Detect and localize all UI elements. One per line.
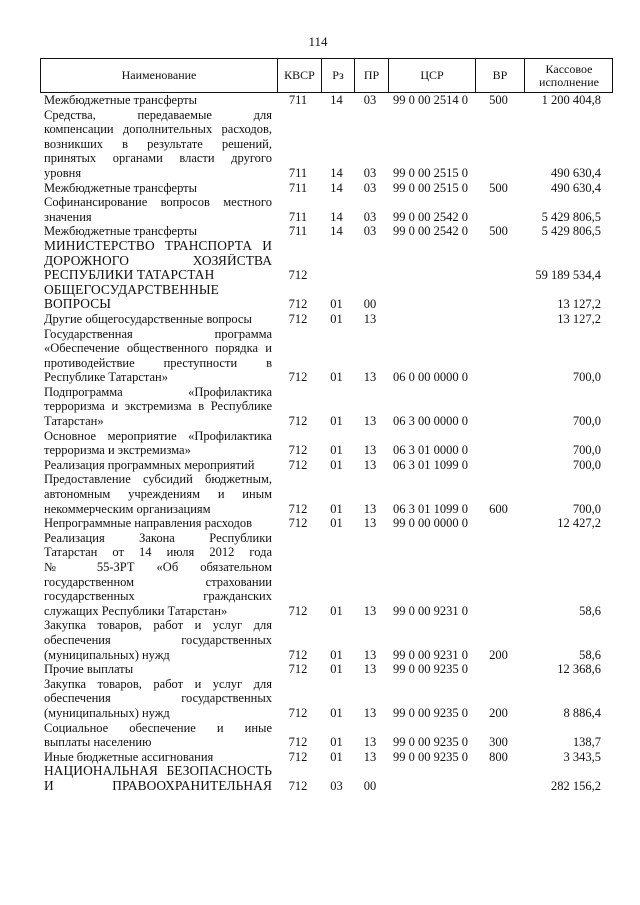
cell-rz: 01 [330, 311, 343, 326]
row-name-line: (муниципальных) нужд [44, 647, 170, 662]
cell-rz: 01 [330, 749, 343, 764]
cell-pr: 03 [363, 209, 377, 224]
row-name-line: Татарстан» [44, 414, 104, 429]
row-name [40, 108, 276, 181]
cell-csr: 99 0 00 0000 0 [393, 516, 468, 531]
cell-vr: 500 [489, 224, 508, 239]
cell-amount: 59 189 534,4 [535, 268, 601, 283]
row-name-line: Непрограммные направления расходов [44, 516, 252, 531]
row-name-line: Межбюджетные трансферты [44, 180, 198, 195]
row-name-line: выплаты населению [44, 735, 152, 750]
row-name-line: ВОПРОСЫ [44, 297, 112, 312]
cell-pr: 13 [363, 705, 377, 720]
table-row [40, 458, 613, 473]
cell-pr [353, 268, 387, 283]
cell-vr [474, 312, 523, 327]
cell-pr: 13 [363, 443, 377, 458]
row-name-line: обеспечения государственных [44, 691, 272, 706]
table-row [40, 618, 613, 662]
table-row [40, 108, 613, 181]
cell-kvsr: 712 [288, 778, 308, 793]
cell-csr [387, 297, 474, 312]
cell-rz: 14 [330, 165, 343, 180]
cell-pr: 03 [363, 224, 377, 239]
header-pr-label: ПР [363, 68, 380, 82]
table-row [40, 750, 613, 765]
cell-amount: 138,7 [572, 735, 601, 750]
header-amount-line1: Кассовое [545, 61, 593, 76]
cell-kvsr: 711 [288, 165, 308, 180]
row-name-line: Закупка товаров, работ и услуг для [44, 618, 272, 633]
cell-kvsr: 712 [288, 268, 308, 283]
row-name-line: Прочие выплаты [44, 662, 134, 677]
table-row [40, 195, 613, 224]
cell-kvsr: 712 [288, 311, 308, 326]
page-number: 114 [308, 34, 328, 49]
table-row [40, 764, 613, 793]
cell-vr: 500 [489, 93, 508, 107]
table-row [40, 385, 613, 429]
row-name [40, 677, 276, 721]
row-name-line: МИНИСТЕРСТВО ТРАНСПОРТА И [44, 238, 272, 253]
row-name-line: Подпрограмма «Профилактика [44, 384, 272, 399]
row-name [40, 327, 276, 385]
row-name-line: Другие общегосударственные вопросы [44, 311, 252, 326]
row-name [40, 458, 276, 473]
cell-rz: 01 [330, 603, 343, 618]
row-name-line: И ПРАВООХРАНИТЕЛЬНАЯ [44, 778, 272, 793]
table-row [40, 239, 613, 283]
row-name [40, 239, 276, 283]
cell-amount: 58,6 [579, 603, 601, 618]
row-name-line: государственных гражданских [44, 589, 272, 604]
row-name-line: значения [44, 209, 92, 224]
row-name-line: Государственная программа [44, 326, 272, 341]
cell-vr [474, 779, 523, 794]
row-name-line: терроризма и экстремизма» [44, 443, 191, 458]
row-name-line: Реализация программных мероприятий [44, 457, 255, 472]
cell-csr: 06 3 01 0000 0 [393, 443, 468, 458]
cell-rz: 01 [330, 443, 343, 458]
header-kvsr [277, 59, 321, 92]
cell-vr [474, 166, 523, 181]
cell-csr [387, 312, 474, 327]
cell-kvsr: 712 [288, 370, 308, 385]
header-kvsr-label: КВСР [284, 68, 315, 82]
cell-pr: 13 [363, 749, 377, 764]
cell-kvsr: 712 [288, 647, 308, 662]
row-name-line: (муниципальных) нужд [44, 705, 170, 720]
cell-rz: 01 [330, 414, 343, 429]
cell-amount: 282 156,2 [551, 778, 601, 793]
cell-csr: 06 3 01 1099 0 [393, 457, 468, 472]
row-name [40, 93, 276, 108]
cell-vr [474, 604, 523, 619]
cell-csr: 06 0 00 0000 0 [393, 370, 468, 385]
row-name-line: Татарстан от 14 июля 2012 года [44, 545, 272, 560]
table-row [40, 662, 613, 677]
cell-amount: 12 368,6 [557, 662, 601, 677]
row-name [40, 283, 276, 312]
row-name [40, 750, 276, 765]
header-rz-label: Рз [332, 68, 344, 82]
cell-vr [474, 443, 523, 458]
row-name-line: Предоставление субсидий бюджетным, [44, 472, 272, 487]
cell-csr: 99 0 00 2542 0 [393, 209, 468, 224]
table-row [40, 224, 613, 239]
cell-vr [474, 516, 523, 531]
cell-vr: 200 [489, 647, 508, 662]
cell-kvsr: 712 [288, 705, 308, 720]
cell-csr: 06 3 01 1099 0 [393, 501, 468, 516]
row-name-line: Межбюджетные трансферты [44, 93, 198, 107]
cell-rz: 01 [330, 705, 343, 720]
cell-rz [320, 268, 353, 283]
cell-rz: 01 [330, 516, 343, 531]
cell-pr: 13 [363, 735, 377, 750]
row-name-line: возникших в результате решений, [44, 136, 272, 151]
cell-pr: 03 [363, 180, 377, 195]
cell-pr: 03 [363, 165, 377, 180]
cell-kvsr: 712 [288, 457, 308, 472]
cell-rz: 01 [330, 501, 343, 516]
cell-kvsr: 712 [288, 662, 308, 677]
table-row [40, 677, 613, 721]
cell-kvsr: 711 [288, 224, 308, 239]
cell-csr: 06 3 00 0000 0 [393, 414, 468, 429]
table-row [40, 312, 613, 327]
table-row [40, 516, 613, 531]
row-name [40, 472, 276, 516]
cell-amount: 3 343,5 [563, 749, 601, 764]
table-row [40, 93, 613, 108]
table-row [40, 472, 613, 516]
cell-amount: 1 200 404,8 [541, 93, 601, 107]
cell-kvsr: 712 [288, 603, 308, 618]
row-name-line: государственном страховании [44, 574, 272, 589]
header-vr-label: ВР [492, 68, 508, 82]
row-name-line: Межбюджетные трансферты [44, 224, 198, 239]
cell-amount: 13 127,2 [557, 311, 601, 326]
row-name-line: компенсации дополнительных расходов, [44, 122, 272, 137]
row-name-line: ОБЩЕГОСУДАРСТВЕННЫЕ [44, 282, 219, 297]
header-csr [388, 59, 475, 92]
cell-csr: 99 0 00 9235 0 [393, 662, 468, 677]
table-body [40, 93, 613, 794]
row-name [40, 764, 276, 793]
cell-rz: 01 [330, 647, 343, 662]
cell-kvsr: 711 [288, 93, 308, 107]
cell-csr: 99 0 00 2515 0 [393, 165, 468, 180]
cell-rz: 01 [330, 370, 343, 385]
cell-csr: 99 0 00 2542 0 [393, 224, 468, 239]
cell-pr: 13 [363, 516, 377, 531]
cell-csr: 99 0 00 2515 0 [393, 180, 468, 195]
table-header [40, 58, 613, 93]
header-name-label: Наименование [121, 68, 197, 82]
cell-rz: 03 [330, 778, 343, 793]
cell-amount: 5 429 806,5 [541, 209, 601, 224]
cell-amount: 12 427,2 [557, 516, 601, 531]
row-name [40, 531, 276, 619]
cell-kvsr: 712 [288, 297, 308, 312]
row-name [40, 181, 276, 196]
table-row [40, 429, 613, 458]
cell-kvsr: 712 [288, 749, 308, 764]
cell-amount: 700,0 [572, 414, 601, 429]
row-name-line: терроризма и экстремизма в Республике [44, 399, 272, 414]
cell-rz: 14 [330, 209, 343, 224]
header-amount [524, 59, 613, 92]
cell-amount: 490 630,4 [551, 180, 601, 195]
cell-vr: 600 [489, 501, 508, 516]
cell-csr [387, 268, 474, 283]
cell-csr: 99 0 00 9231 0 [393, 603, 468, 618]
cell-kvsr: 711 [288, 209, 308, 224]
cell-vr [474, 662, 523, 677]
cell-pr: 13 [363, 414, 377, 429]
cell-pr: 03 [363, 93, 377, 107]
cell-vr [474, 458, 523, 473]
cell-pr: 13 [363, 311, 377, 326]
row-name-line: противодействие преступности в [44, 355, 272, 370]
cell-amount: 8 886,4 [563, 705, 601, 720]
cell-vr: 200 [489, 705, 508, 720]
cell-vr [474, 414, 523, 429]
table-row [40, 283, 613, 312]
cell-rz: 01 [330, 457, 343, 472]
cell-rz: 01 [330, 297, 343, 312]
cell-rz: 14 [330, 180, 343, 195]
row-name [40, 312, 276, 327]
cell-vr [474, 297, 523, 312]
cell-amount: 700,0 [572, 457, 601, 472]
row-name-line: обеспечения государственных [44, 632, 272, 647]
cell-csr: 99 0 00 9235 0 [393, 705, 468, 720]
row-name-line: Софинансирование вопросов местного [44, 195, 272, 210]
cell-vr [474, 370, 523, 385]
cell-pr: 13 [363, 603, 377, 618]
table-row [40, 721, 613, 750]
cell-kvsr: 712 [288, 501, 308, 516]
row-name [40, 721, 276, 750]
table-row [40, 531, 613, 619]
cell-vr [474, 210, 523, 225]
cell-csr [387, 779, 474, 794]
cell-vr [474, 268, 523, 283]
cell-amount: 490 630,4 [551, 165, 601, 180]
cell-kvsr: 712 [288, 414, 308, 429]
row-name [40, 224, 276, 239]
cell-rz: 14 [330, 224, 343, 239]
cell-csr: 99 0 00 9235 0 [393, 749, 468, 764]
row-name-line: «Обеспечение общественного порядка и [44, 341, 272, 356]
header-csr-label: ЦСР [420, 68, 444, 82]
row-name-line: принятых органами власти другого [44, 151, 272, 166]
header-amount-line2: исполнение [539, 74, 599, 89]
row-name-line: уровня [44, 165, 82, 180]
row-name-line: Закупка товаров, работ и услуг для [44, 676, 272, 691]
row-name-line: Республике Татарстан» [44, 370, 168, 385]
cell-amount: 13 127,2 [557, 297, 601, 312]
cell-pr: 13 [363, 647, 377, 662]
row-name [40, 429, 276, 458]
cell-csr: 99 0 00 9231 0 [393, 647, 468, 662]
cell-amount: 700,0 [572, 443, 601, 458]
cell-kvsr: 712 [288, 516, 308, 531]
header-rz [321, 59, 354, 92]
cell-csr: 99 0 00 9235 0 [393, 735, 468, 750]
row-name-line: НАЦИОНАЛЬНАЯ БЕЗОПАСНОСТЬ [44, 764, 272, 779]
row-name-line: Иные бюджетные ассигнования [44, 749, 214, 764]
row-name [40, 385, 276, 429]
cell-rz: 01 [330, 662, 343, 677]
cell-vr: 500 [489, 180, 508, 195]
cell-rz: 14 [330, 93, 343, 107]
cell-pr: 13 [363, 457, 377, 472]
table-row [40, 327, 613, 385]
header-vr [475, 59, 524, 92]
row-name-line: Реализация Закона Республики [44, 530, 272, 545]
row-name [40, 195, 276, 224]
cell-amount: 700,0 [572, 370, 601, 385]
row-name-line: Социальное обеспечение и иные [44, 720, 272, 735]
cell-kvsr: 712 [288, 443, 308, 458]
cell-kvsr: 711 [288, 180, 308, 195]
cell-vr: 300 [489, 735, 508, 750]
cell-csr: 99 0 00 2514 0 [393, 93, 468, 107]
cell-amount: 5 429 806,5 [541, 224, 601, 239]
row-name [40, 662, 276, 677]
cell-pr: 13 [363, 370, 377, 385]
row-name-line: РЕСПУБЛИКИ ТАТАРСТАН [44, 268, 215, 283]
row-name [40, 618, 276, 662]
row-name-line: № 55-ЗРТ «Об обязательном [44, 560, 272, 574]
cell-pr: 00 [363, 297, 377, 312]
header-name [41, 59, 277, 92]
header-pr [354, 59, 388, 92]
table-row [40, 181, 613, 196]
cell-pr: 13 [363, 662, 377, 677]
cell-rz: 01 [330, 735, 343, 750]
row-name-line: Средства, передаваемые для [44, 107, 272, 122]
cell-pr: 13 [363, 501, 377, 516]
row-name-line: некоммерческим организациям [44, 501, 211, 516]
row-name-line: Основное мероприятие «Профилактика [44, 428, 272, 443]
cell-amount: 700,0 [572, 501, 601, 516]
cell-vr: 800 [489, 749, 508, 764]
row-name-line: ДОРОЖНОГО ХОЗЯЙСТВА [44, 253, 272, 268]
row-name-line: служащих Республики Татарстан» [44, 603, 228, 618]
cell-kvsr: 712 [288, 735, 308, 750]
cell-amount: 58,6 [579, 647, 601, 662]
row-name-line: автономным учреждениям и иным [44, 487, 272, 502]
row-name [40, 516, 276, 531]
cell-pr: 00 [363, 778, 377, 793]
